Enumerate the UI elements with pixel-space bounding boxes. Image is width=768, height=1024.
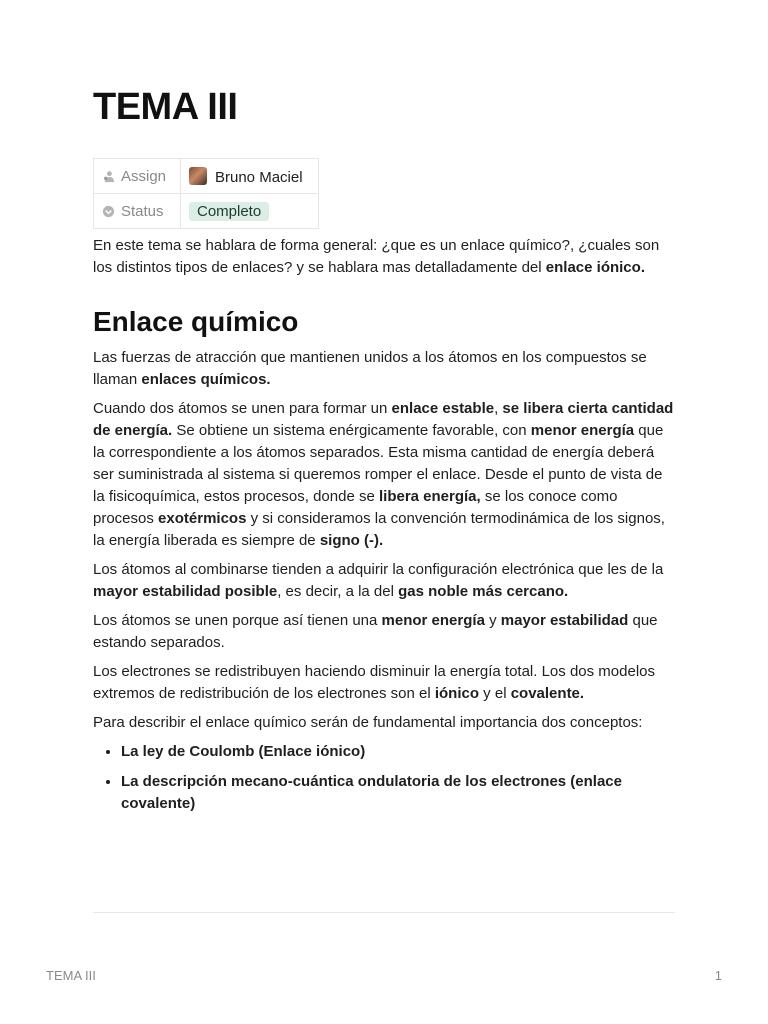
footer-page-number: 1: [714, 968, 722, 983]
p2-bold-5: exotérmicos: [158, 510, 247, 527]
divider: [93, 912, 675, 913]
p4-text-2: y: [484, 612, 501, 629]
p2-bold-3: menor energía: [530, 422, 635, 439]
paragraph-5: [93, 661, 675, 705]
p5-text-1: Los electrones se redistribuyen haciendo disminuir la energía total. Los dos modelos extremos de redistribución de los electrones son el: [93, 663, 655, 702]
property-row-status: [94, 194, 319, 229]
p5-bold-1: iónico: [434, 685, 480, 702]
property-value-status[interactable]: [181, 194, 319, 229]
assign-label: Assign: [121, 167, 167, 185]
intro-text: En este tema se hablara de forma general: ¿que es un enlace químico?, ¿cuales son los distintos tipos de enlaces? y se hablara mas detalladamente del: [93, 237, 660, 276]
concepts-list: [93, 741, 675, 815]
p5-bold-2: covalente.: [510, 685, 585, 702]
p3-text-2: , es decir, a la del: [277, 583, 399, 600]
paragraph-1: [93, 347, 675, 391]
p2-text-2: ,: [494, 400, 503, 417]
p3-bold-1: mayor estabilidad posible: [93, 583, 278, 600]
p3-text-1: Los átomos al combinarse tienden a adquirir la configuración electrónica que les de la: [93, 561, 664, 578]
paragraph-4: [93, 610, 675, 654]
properties-table: [93, 158, 319, 229]
list-item: • La descripción mecano-cuántica ondulatoria de los electrones (enlace covalente): [121, 771, 675, 815]
paragraph-3: [93, 559, 675, 603]
p3-bold-2: gas noble más cercano.: [398, 583, 569, 600]
p2-bold-6: signo (-).: [319, 532, 384, 549]
p4-text-3: que estando separados.: [93, 612, 658, 651]
assignee-name: Bruno Maciel: [215, 168, 303, 186]
property-row-assign: [94, 159, 319, 194]
p2-text-6: y si consideramos la convención termodinámica de los signos, la energía liberada es siempre de: [93, 510, 665, 549]
p6-text: Para describir el enlace químico serán de fundamental importancia dos conceptos:: [93, 714, 643, 731]
p4-text-1: Los átomos se unen porque así tienen una: [93, 612, 382, 629]
document-body: [93, 235, 675, 823]
p1-bold: enlaces químicos.: [141, 371, 271, 388]
p2-text-3: Se obtiene un sistema enérgicamente favorable, con: [172, 422, 531, 439]
property-value-assign[interactable]: [181, 159, 319, 194]
property-name-status: [94, 194, 181, 229]
chevron-circle-icon: [102, 205, 115, 218]
avatar: [189, 167, 207, 185]
footer-doc-name: TEMA III: [46, 968, 96, 983]
section-heading: Enlace químico: [93, 306, 299, 337]
p5-text-2: y el: [479, 685, 511, 702]
paragraph-2: [93, 398, 675, 552]
intro-bold: enlace iónico.: [545, 259, 645, 276]
page-title: TEMA III: [93, 86, 238, 128]
property-name-assign: [94, 159, 181, 194]
p2-bold-1: enlace estable: [391, 400, 495, 417]
p2-bold-2: se libera cierta cantidad de energía.: [93, 400, 674, 439]
p2-text-4: que la correspondiente a los átomos separados. Esta misma cantidad de energía deberá ser suministrada al sistema si queremos romper el enlace. Desde el punto de vista de la fisicoquímica, estos procesos, donde se: [93, 422, 664, 505]
person-icon: [102, 170, 115, 183]
p2-text-5: se los conoce como procesos: [93, 488, 618, 527]
p4-bold-1: menor energía: [381, 612, 485, 629]
intro-paragraph: [93, 235, 675, 279]
status-label: Status: [121, 202, 164, 220]
status-badge: Completo: [189, 202, 269, 221]
p2-bold-4: libera energía,: [378, 488, 481, 505]
paragraph-6: [93, 712, 675, 734]
list-item: • La ley de Coulomb (Enlace iónico): [121, 741, 675, 763]
p4-bold-2: mayor estabilidad: [500, 612, 629, 629]
p2-text-1: Cuando dos átomos se unen para formar un: [93, 400, 392, 417]
p1-text: Las fuerzas de atracción que mantienen unidos a los átomos en los compuestos se llaman: [93, 349, 647, 388]
